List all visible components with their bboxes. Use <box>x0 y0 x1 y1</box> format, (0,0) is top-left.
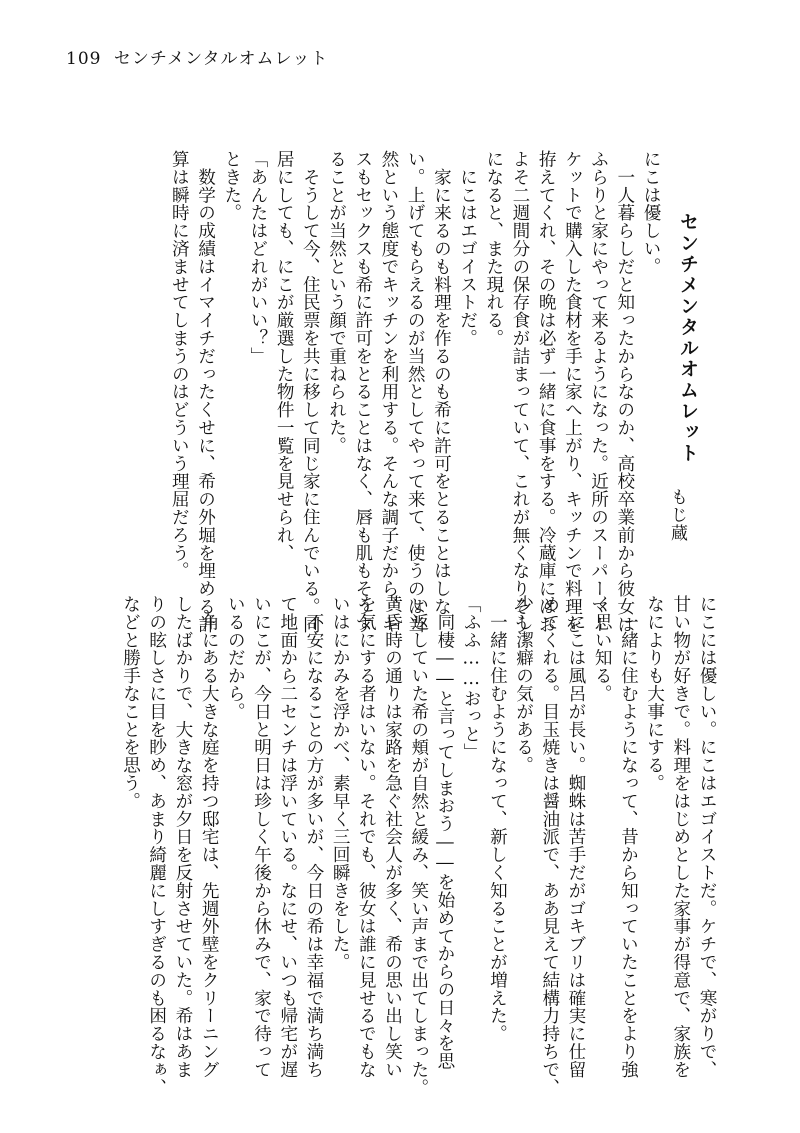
text-line: よそ二週間分の保存食が詰まっていて、これが無くなりそう <box>509 150 530 634</box>
running-header <box>66 44 328 69</box>
text-line: 一緒に住むようになって、新しく知ることが増えた。 <box>487 595 508 1043</box>
text-line: 拵えてくれ、その晩は必ず一緒に食事をする。冷蔵庫にはお <box>536 150 557 634</box>
text-line: ケットで購入した食材を手に家へ上がり、キッチンで料理を <box>562 150 583 634</box>
text-line: い返していた希の頬が自然と緩み、笑い声まで出てしまった。 <box>408 595 429 1097</box>
text-line: めてくれる。目玉焼きは醤油派で、ああ見えて結構力持ちで、 <box>539 595 560 1097</box>
text-line: 不安になることの方が多いが、今日の希は幸福で満ち満ち <box>303 595 324 1079</box>
text-line: したばかりで、大きな窓が夕日を反射させていた。希はあま <box>172 595 193 1079</box>
text-line: 甘い物が好きで。料理をはじめとした家事が得意で、家族を <box>670 595 691 1079</box>
page-number: 109 <box>66 49 102 69</box>
text-line: 然という態度でキッチンを利用する。そんな調子だから、キ <box>378 150 399 634</box>
text-line: 数学の成績はイマイチだったくせに、希の外堀を埋める計 <box>195 150 216 634</box>
text-line: にこには優しい。にこはエゴイストだ。ケチで、寒がりで、 <box>697 595 717 1079</box>
text-line: 同棲――と言ってしまおう――を始めてからの日々を思 <box>434 595 455 1070</box>
text-line: などと勝手なことを思う。 <box>120 595 141 810</box>
text-line: 一緒に住むようになって、昔から知っていたことをより強 <box>618 595 639 1079</box>
text-line: いるのだから。 <box>225 595 246 721</box>
text-line: を気にする者はいない。それでも、彼女は誰に見せるでもな <box>356 595 377 1079</box>
text-line: 算は瞬時に済ませてしまうのはどういう理屈だろう。 <box>169 150 190 580</box>
text-line: にこは優しい。 <box>641 150 661 276</box>
text-line: て地面から二センチは浮いている。なにせ、いつも帰宅が遅 <box>277 595 298 1079</box>
text-line: 「あんたはどれがいい？」 <box>247 150 268 365</box>
text-line: りの眩しさに目を眇め、あまり綺麗にしすぎるのも困るなぁ、 <box>146 595 167 1097</box>
upper-text-block <box>166 150 664 634</box>
text-line: にこはエゴイストだ。 <box>457 150 478 347</box>
text-line: スもセックスも希に許可をとることはなく、唇も肌もそうす <box>352 150 373 634</box>
text-line: になると、また現れる。 <box>483 150 504 347</box>
text-line: ときた。 <box>221 150 242 222</box>
text-line: なによりも大事にする。 <box>644 595 665 792</box>
text-line: 角にある大きな庭を持つ邸宅は、先週外壁をクリーニング <box>199 595 220 1079</box>
text-line: く思い知る。 <box>592 595 613 703</box>
text-line: い。上げてもらえるのが当然としてやって来て、使うのは当 <box>405 150 426 634</box>
story-title: センチメンタルオムレット <box>677 212 699 464</box>
text-line: 家に来るのも料理を作るのも希に許可をとることはしな <box>431 150 452 616</box>
text-line: 黄昏時の通りは家路を急ぐ社会人が多く、希の思い出し笑い <box>382 595 403 1079</box>
author-name: もじ蔵 <box>667 488 687 542</box>
text-line: いにこが、今日と明日は珍しく午後から休みで、家で待って <box>251 595 272 1079</box>
text-line: 少し潔癖の気がある。 <box>513 595 534 774</box>
text-line: そうして今、住民票を共に移して同じ家に住んでいる。同 <box>300 150 321 634</box>
lower-text-block <box>117 595 720 1097</box>
text-line: にこは風呂が長い。蜘蛛は苦手だがゴキブリは確実に仕留 <box>565 595 586 1079</box>
text-line: ふらりと家にやって来るようになった。近所のスーパーマー <box>588 150 609 634</box>
text-line: いはにかみを浮かべ、素早く三回瞬きをした。 <box>330 595 351 971</box>
text-line: 居にしても、にこが厳選した物件一覧を見せられ、 <box>274 150 295 562</box>
running-title: センチメンタルオムレット <box>113 49 329 69</box>
text-line: 「ふふ……おっと」 <box>461 595 482 761</box>
text-line: 一人暮らしだと知ったからなのか、高校卒業前から彼女は <box>614 150 635 634</box>
text-line: ることが当然という顔で重ねられた。 <box>326 150 347 455</box>
